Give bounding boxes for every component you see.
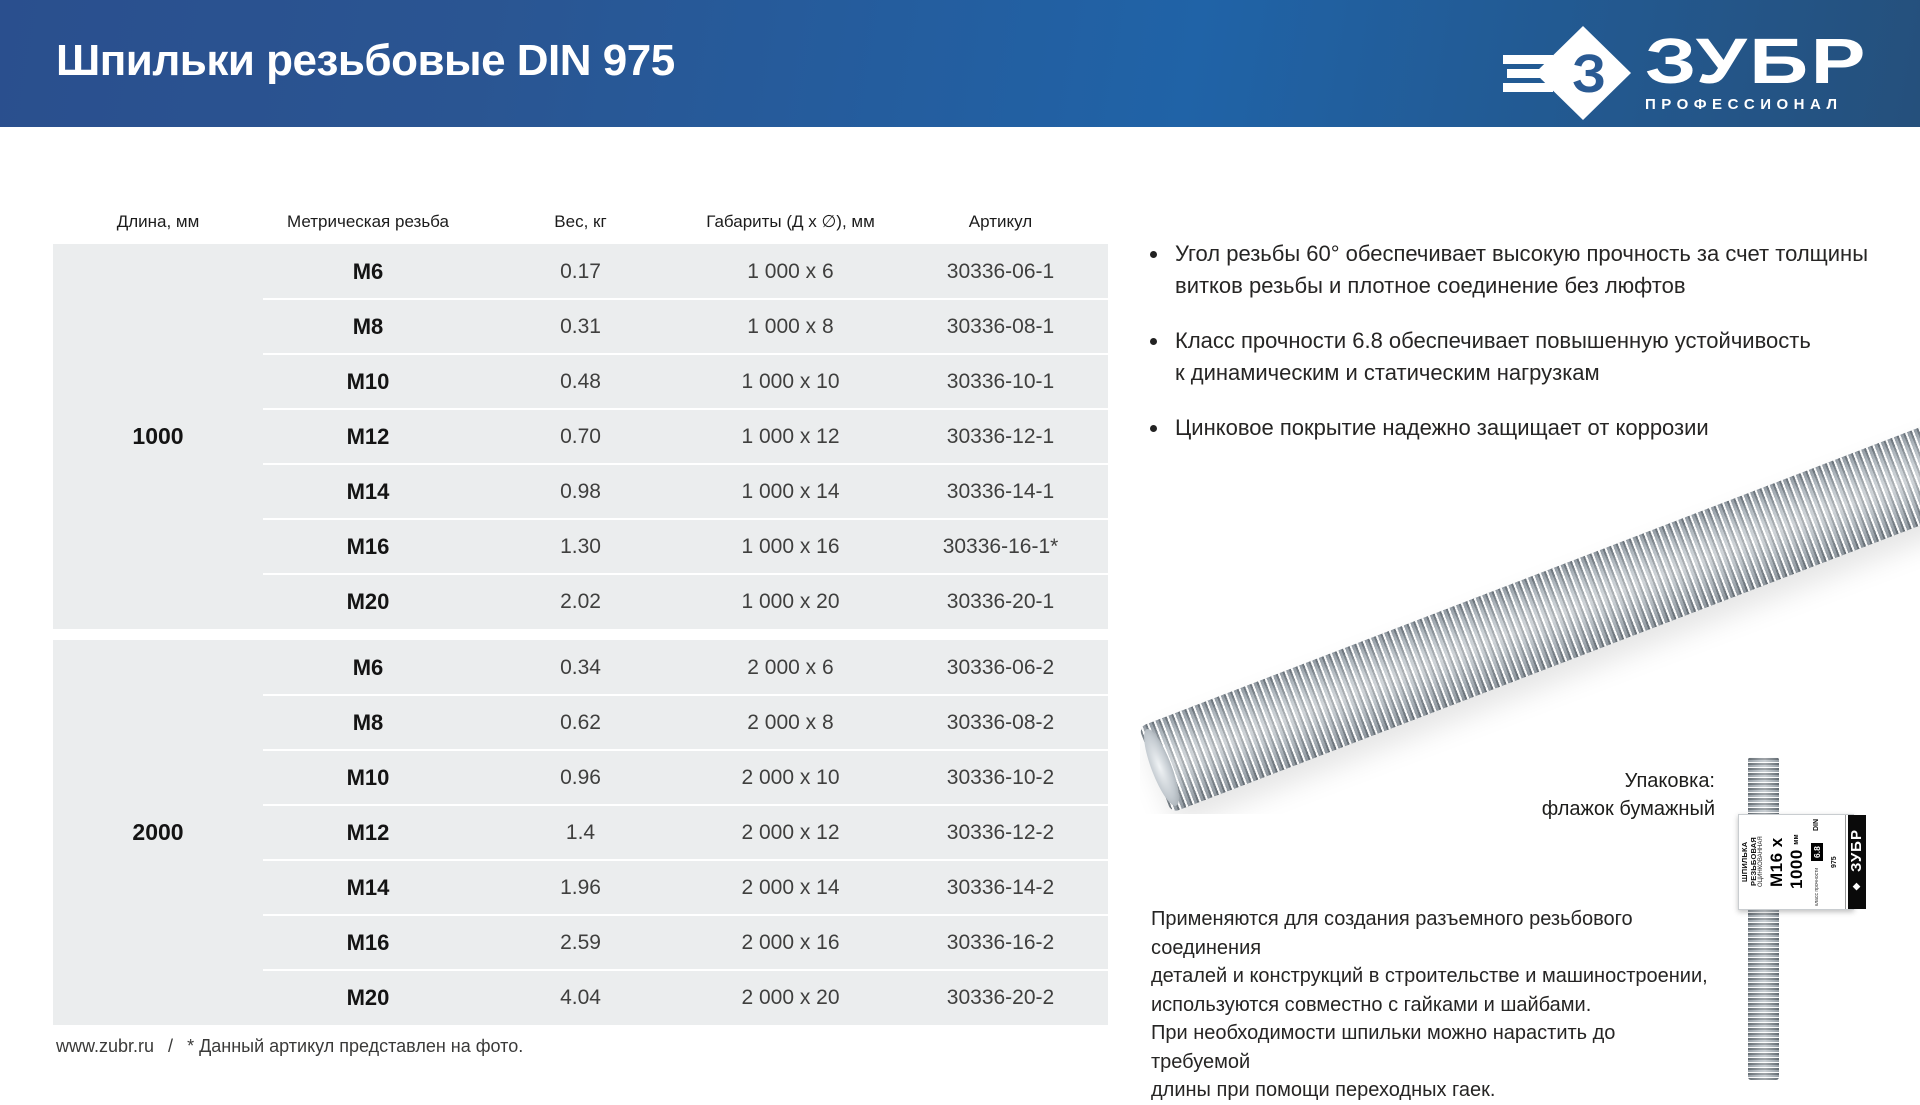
cell-thread: M6 [352,654,384,680]
product-description: Применяются для создания разъемного резьбового соединения деталей и конструкций в строительстве и машиностроении, используются совместно с гайками и шайбами. При необходимости шпильки можно нарастить до требуемой длины при помощи переходных гаек. [1151,908,1708,1101]
cell-thread: M14 [346,874,390,900]
table-row [263,860,1108,915]
table-row [263,970,1108,1025]
cell-sku: 30336-08-2 [946,710,1055,734]
page-title: Шпильки резьбовые DIN 975 [56,36,675,85]
table-rows [263,244,1108,629]
packaging-label: Упаковка: [1624,770,1715,792]
flag-product-line1: ШПИЛЬКА РЕЗЬБОВАЯ [1740,837,1758,887]
cell-sku: 30336-10-1 [946,369,1055,393]
column-header: Габариты (Д x ∅), мм [706,212,875,231]
bullet-dot [1150,251,1157,258]
cell-weight: 0.98 [560,479,601,503]
length-cell: 1000 [132,423,184,449]
flag-meta [1807,815,1846,909]
column-header: Артикул [968,212,1033,231]
table-row [263,805,1108,860]
table-row [263,244,1108,299]
bullet-dot [1150,338,1157,345]
cell-dimensions: 1 000 x 6 [747,259,834,283]
table-rows [263,640,1108,1025]
rod-end-cap [1140,726,1186,810]
threaded-rod-photo [1140,412,1920,814]
column-header: Вес, кг [554,212,607,231]
footer-divider: / [168,1036,174,1056]
cell-weight: 0.62 [560,710,601,734]
table-row [263,464,1108,519]
cell-dimensions: 2 000 x 12 [741,820,840,844]
table-row [263,354,1108,409]
cell-thread: M12 [346,423,390,449]
cell-sku: 30336-10-2 [946,765,1055,789]
cell-weight: 2.02 [560,589,601,613]
table-row [263,750,1108,805]
column-header: Длина, мм [116,212,200,231]
cell-thread: M16 [346,929,390,955]
brand-text-block [1645,25,1868,120]
flag-brand-strip [1848,815,1866,909]
packaging-value: флажок бумажный [1541,798,1715,820]
spec-table [53,200,1108,1025]
flag-size-unit: мм [1793,834,1800,846]
cell-sku: 30336-12-2 [946,820,1055,844]
brand-name: ЗУБР [1645,25,1868,97]
cell-weight: 2.59 [560,930,601,954]
zubr-logo [1503,25,1868,120]
cell-weight: 0.96 [560,765,601,789]
cell-weight: 0.34 [560,655,601,679]
feature-item [1150,238,1890,302]
threaded-rod [1140,412,1920,813]
flag-strength-label: класс прочности [1814,867,1820,906]
flag-standard: DIN 975 [1813,818,1838,868]
cell-dimensions: 1 000 x 10 [741,369,840,393]
table-group [53,244,1108,629]
table-row [263,519,1108,574]
flag-product-name [1739,815,1767,909]
cell-sku: 30336-14-2 [946,875,1055,899]
feature-text: Угол резьбы 60° обеспечивает высокую прочность за счет толщины витков резьбы и плотное соединение без люфтов [1175,241,1869,298]
cell-dimensions: 2 000 x 20 [741,985,840,1009]
cell-weight: 1.4 [565,820,596,844]
cell-weight: 0.31 [560,314,601,338]
vertical-rod [1748,757,1779,1080]
cell-dimensions: 2 000 x 8 [747,710,834,734]
cell-thread: M6 [352,258,384,284]
flag-size [1767,815,1807,909]
flag-brand: ЗУБР [1848,829,1865,873]
cell-thread: M14 [346,478,390,504]
table-row [263,915,1108,970]
cell-sku: 30336-12-1 [946,424,1055,448]
cell-weight: 1.30 [560,534,601,558]
cell-thread: M16 [346,533,390,559]
cell-sku: 30336-14-1 [946,479,1055,503]
cell-weight: 1.96 [560,875,601,899]
cell-sku: 30336-20-1 [946,589,1055,613]
cell-sku: 30336-16-1* [942,534,1059,558]
footer [56,1036,523,1057]
cell-sku: 30336-06-1 [946,259,1055,283]
cell-dimensions: 2 000 x 14 [741,875,840,899]
feature-text: Класс прочности 6.8 обеспечивает повышенную устойчивость к динамическим и статическим нагрузкам [1175,328,1811,385]
cell-thread: M20 [346,984,390,1010]
cell-dimensions: 2 000 x 16 [741,930,840,954]
cell-dimensions: 1 000 x 12 [741,424,840,448]
footer-note: * Данный артикул представлен на фото. [187,1036,524,1056]
cell-weight: 0.70 [560,424,601,448]
cell-dimensions: 1 000 x 20 [741,589,840,613]
flag-strength-chip: 6.8 [1811,843,1823,861]
paper-flag-label [1738,814,1865,910]
flag-size-value: М16 x 1000 [1767,837,1806,890]
cell-thread: M10 [346,368,390,394]
cell-sku: 30336-20-2 [946,985,1055,1009]
header-band [0,0,1920,127]
packaging-info [1415,767,1715,823]
brand-subtitle: ПРОФЕССИОНАЛ [1645,96,1843,113]
cell-sku: 30336-08-1 [946,314,1055,338]
cell-dimensions: 1 000 x 16 [741,534,840,558]
cell-weight: 0.48 [560,369,601,393]
table-row [263,695,1108,750]
zubr-diamond-arrow-icon [1503,26,1631,120]
table-row [263,640,1108,695]
cell-weight: 4.04 [560,985,601,1009]
column-header: Метрическая резьба [287,212,449,231]
cell-thread: M20 [346,588,390,614]
table-row [263,574,1108,629]
cell-sku: 30336-06-2 [946,655,1055,679]
spec-table-groups [53,244,1108,1025]
cell-sku: 30336-16-2 [946,930,1055,954]
cell-thread: M10 [346,764,390,790]
table-row [263,299,1108,354]
svg-text:З: З [1572,44,1606,104]
length-cell: 2000 [132,819,184,845]
cell-thread: M8 [352,709,384,735]
table-group [53,640,1108,1025]
cell-thread: M12 [346,819,390,845]
cell-dimensions: 2 000 x 10 [741,765,840,789]
website-link[interactable]: www.zubr.ru [56,1036,155,1056]
cell-dimensions: 2 000 x 6 [747,655,834,679]
cell-dimensions: 1 000 x 8 [747,314,834,338]
spec-table-header [53,200,1108,244]
feature-item [1150,325,1890,389]
feature-text: Цинковое покрытие надежно защищает от коррозии [1175,415,1709,440]
cell-thread: M8 [352,313,384,339]
flag-product-line2: ОЦИНКОВАННАЯ [1758,836,1764,888]
flag-brand-arrow-icon: ◆ [1851,880,1862,892]
cell-dimensions: 1 000 x 14 [741,479,840,503]
table-row [263,409,1108,464]
cell-weight: 0.17 [560,259,601,283]
